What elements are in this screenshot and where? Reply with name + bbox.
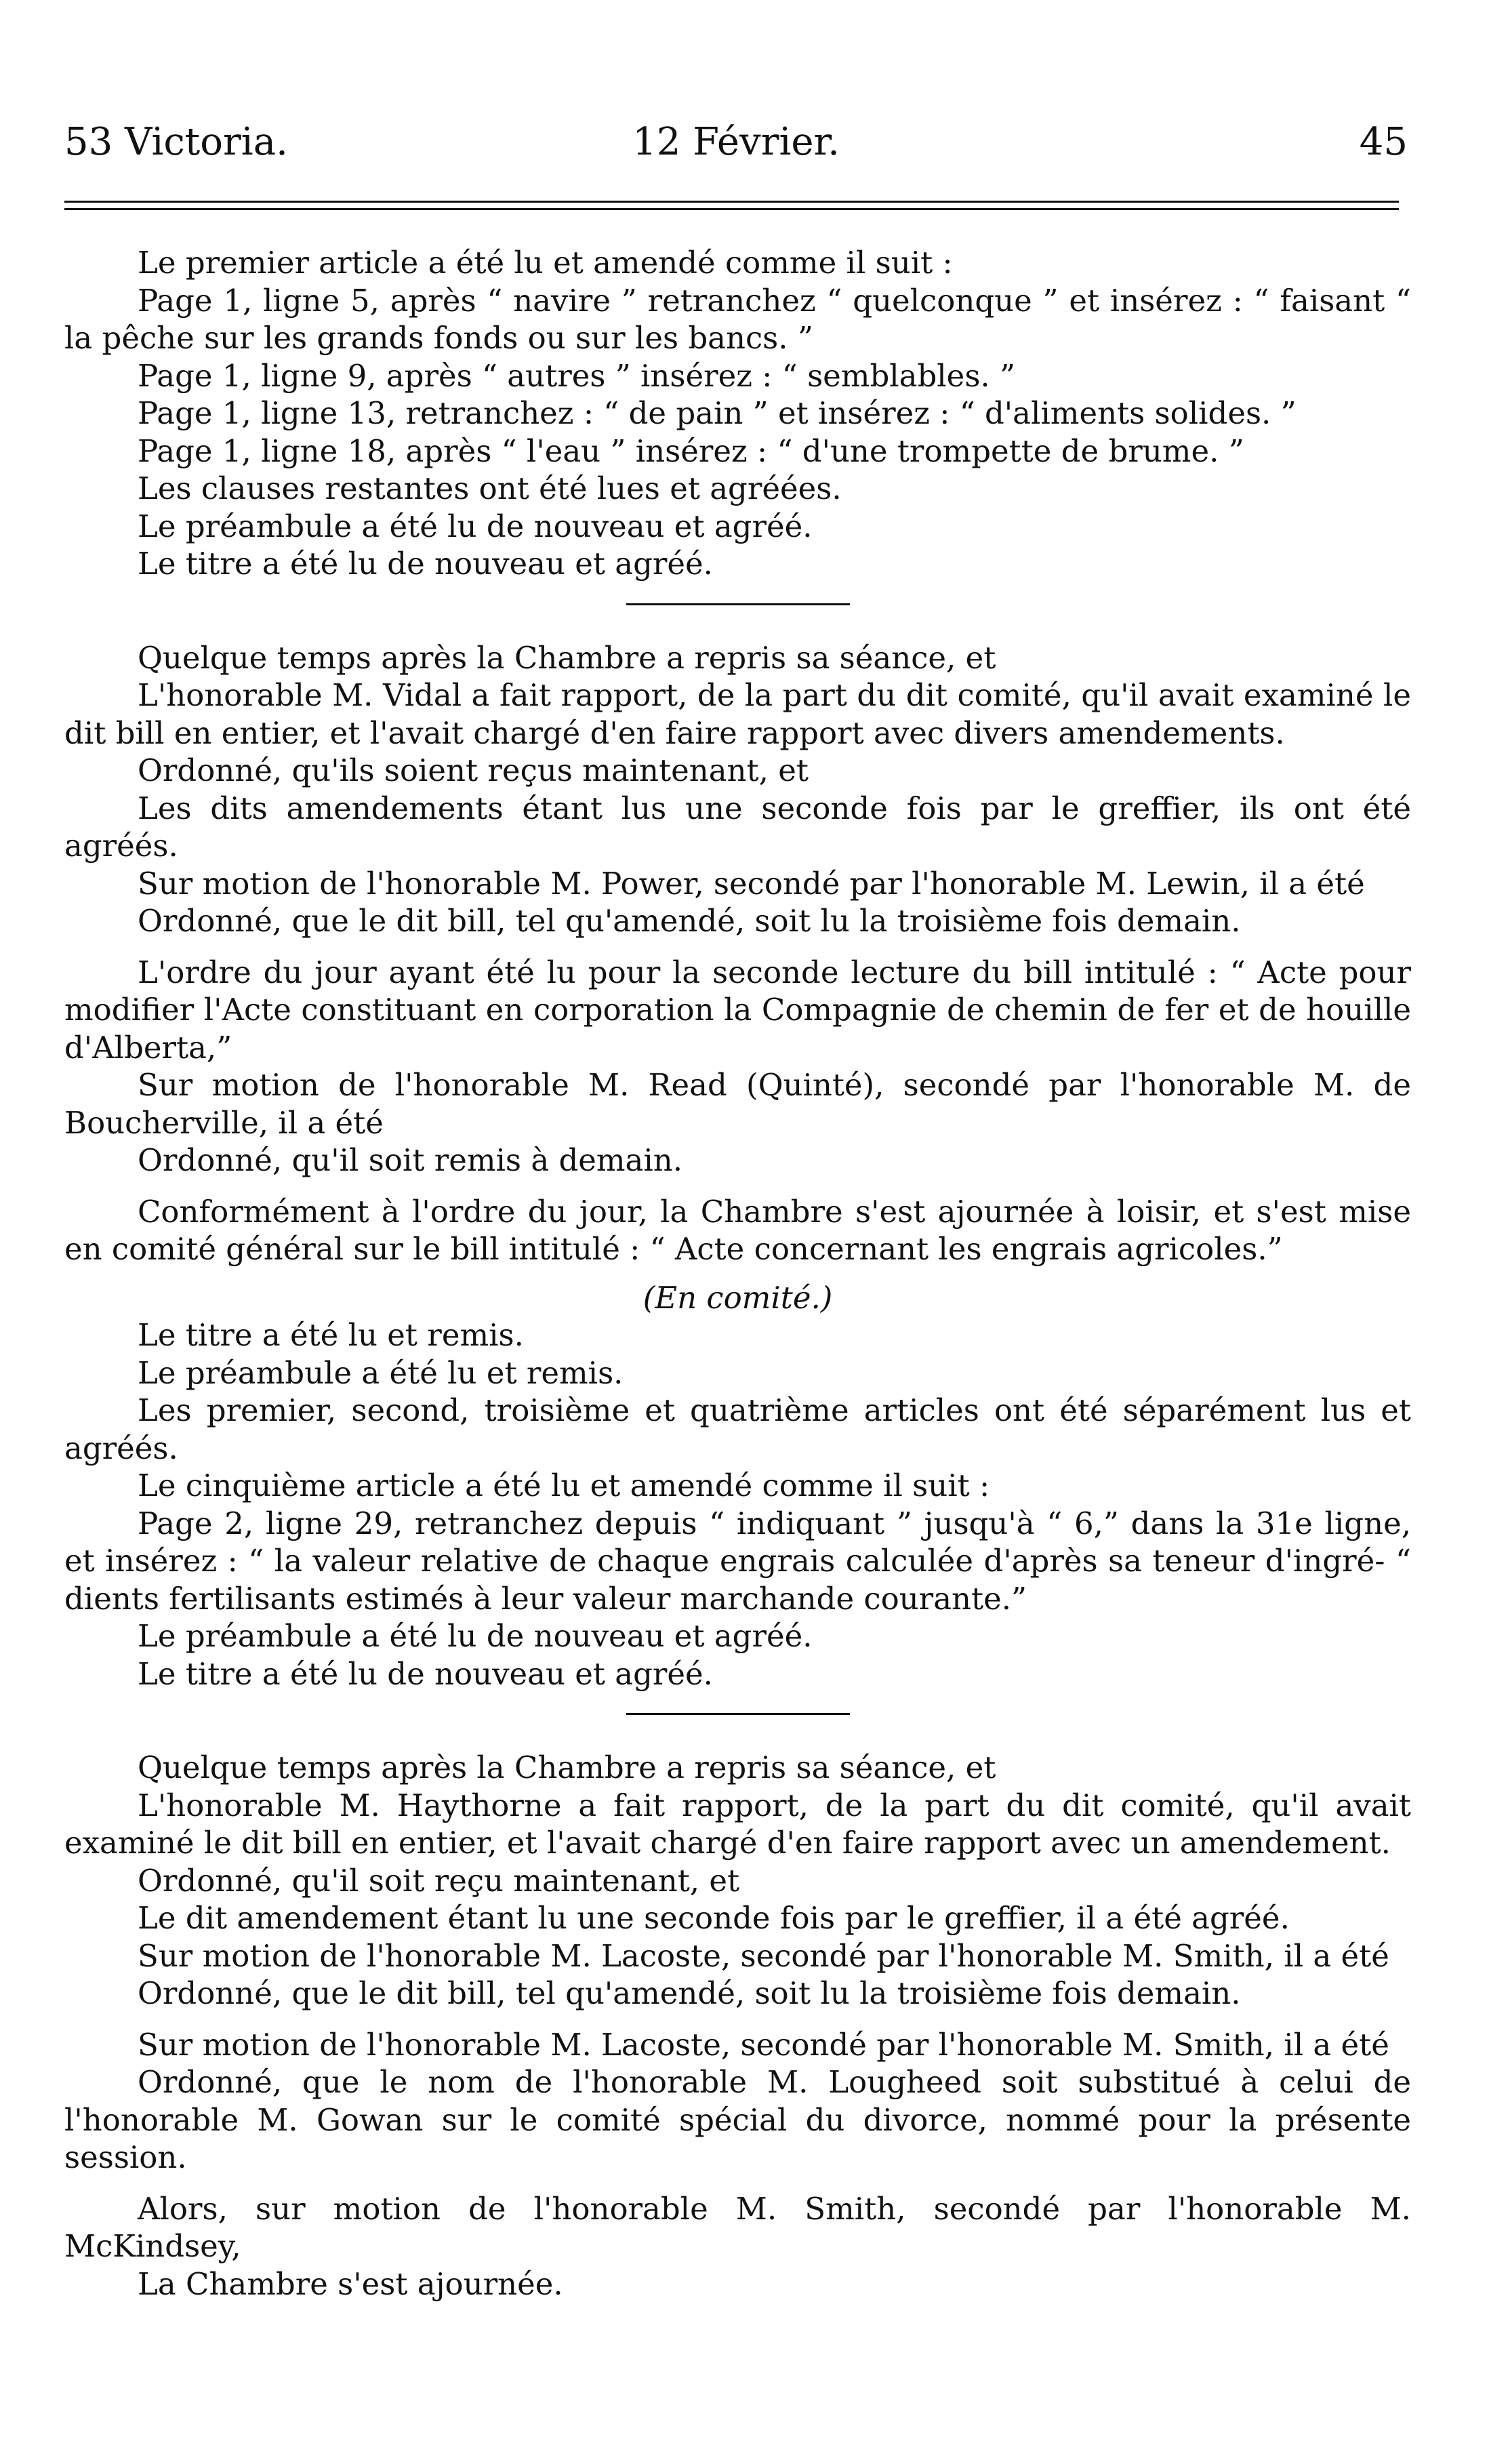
header-date: 12 Février.	[632, 120, 840, 164]
paragraph: Le préambule a été lu de nouveau et agréé.	[138, 1618, 813, 1654]
running-header	[64, 119, 1408, 166]
paragraph: La Chambre s'est ajournée.	[138, 2265, 563, 2302]
paragraph: Sur motion de l'honorable M. Lacoste, secondé par l'honorable M. Smith, il a été	[138, 2026, 1389, 2063]
paragraph: Le premier article a été lu et amendé comme il suit :	[138, 245, 953, 281]
paragraph: Ordonné, que le dit bill, tel qu'amendé, soit lu la troisième fois demain.	[138, 1975, 1241, 2011]
paragraph: Ordonné, qu'il soit reçu maintenant, et	[138, 1862, 740, 1899]
section-separator	[626, 603, 850, 605]
paragraph: Sur motion de l'honorable M. Read (Quinté), secondé par l'honorable M. de Boucherville, il a été	[64, 1067, 1411, 1141]
paragraph: Ordonné, qu'ils soient reçus maintenant, et	[138, 752, 809, 788]
paragraph: Ordonné, que le dit bill, tel qu'amendé, soit lu la troisième fois demain.	[138, 903, 1241, 939]
paragraph: Conformément à l'ordre du jour, la Chambre s'est ajournée à loisir, et s'est mise en comité général sur le bill intitulé : “ Acte concernant les engrais agricoles.”	[64, 1193, 1411, 1267]
paragraph: Le titre a été lu de nouveau et agréé.	[138, 546, 713, 582]
committee-heading: (En comité.)	[642, 1279, 833, 1316]
paragraph: L'ordre du jour ayant été lu pour la seconde lecture du bill intitulé : “ Acte pour modifier l'Acte constituant en corporation la Compagnie de chemin de fer et de houille d'Alberta,”	[64, 954, 1411, 1066]
paragraph: Quelque temps après la Chambre a repris sa séance, et	[138, 639, 996, 676]
paragraph: Le dit amendement étant lu une seconde fois par le greffier, il a été agréé.	[138, 1900, 1290, 1936]
paragraph: Page 1, ligne 5, après “ navire ” retranchez “ quelconque ” et insérez : “ faisant “ la pêche sur les grands fonds ou sur les bancs. ”	[64, 282, 1411, 356]
paragraph: Le préambule a été lu de nouveau et agréé.	[138, 508, 813, 544]
header-double-rule	[64, 201, 1399, 210]
paragraph: Le préambule a été lu et remis.	[138, 1354, 624, 1391]
paragraph: Les clauses restantes ont été lues et agréées.	[138, 470, 842, 506]
paragraph: Quelque temps après la Chambre a repris sa séance, et	[138, 1750, 996, 1785]
paragraph: Les premier, second, troisième et quatrième articles ont été séparément lus et agréés.	[64, 1392, 1411, 1466]
paragraph: Page 1, ligne 13, retranchez : “ de pain ” et insérez : “ d'aliments solides. ”	[138, 395, 1297, 431]
paragraph: Page 1, ligne 9, après “ autres ” insérez : “ semblables. ”	[138, 357, 1016, 394]
paragraph: Les dits amendements étant lus une seconde fois par le greffier, ils ont été agréés.	[64, 790, 1411, 864]
paragraph: Ordonné, qu'il soit remis à demain.	[138, 1142, 683, 1178]
paragraph: Sur motion de l'honorable M. Lacoste, secondé par l'honorable M. Smith, il a été	[138, 1937, 1389, 1974]
paragraph: Page 1, ligne 18, après “ l'eau ” insérez : “ d'une trompette de brume. ”	[138, 432, 1244, 469]
paragraph: Le titre a été lu et remis.	[138, 1317, 524, 1353]
document-body	[64, 244, 1411, 2303]
paragraph: Ordonné, que le nom de l'honorable M. Lougheed soit substitué à celui de l'honorable M. Gowan sur le comité spécial du divorce, nommé pour la présente session.	[64, 2064, 1411, 2175]
section-separator	[626, 1713, 850, 1715]
paragraph: Le titre a été lu de nouveau et agréé.	[138, 1655, 713, 1692]
paragraph: L'honorable M. Haythorne a fait rapport, de la part du dit comité, qu'il avait examiné le dit bill en entier, et l'avait chargé d'en faire rapport avec un amendement.	[64, 1787, 1411, 1861]
paragraph: Alors, sur motion de l'honorable M. Smith, secondé par l'honorable M. McKindsey,	[64, 2190, 1411, 2264]
paragraph: Page 2, ligne 29, retranchez depuis “ indiquant ” jusqu'à “ 6,” dans la 31e ligne, et insérez : “ la valeur relative de chaque engrais calculée d'après sa teneur d'ingré- “ dients fertilisants estimés à leur valeur marchande courante.”	[64, 1505, 1411, 1617]
paragraph: Le cinquième article a été lu et amendé comme il suit :	[138, 1468, 990, 1503]
page-number: 45	[1359, 120, 1408, 164]
paragraph: L'honorable M. Vidal a fait rapport, de la part du dit comité, qu'il avait examiné le dit bill en entier, et l'avait chargé d'en faire rapport avec divers amendements.	[64, 677, 1411, 751]
header-session: 53 Victoria.	[64, 120, 288, 164]
paragraph: Sur motion de l'honorable M. Power, secondé par l'honorable M. Lewin, il a été	[138, 865, 1365, 902]
